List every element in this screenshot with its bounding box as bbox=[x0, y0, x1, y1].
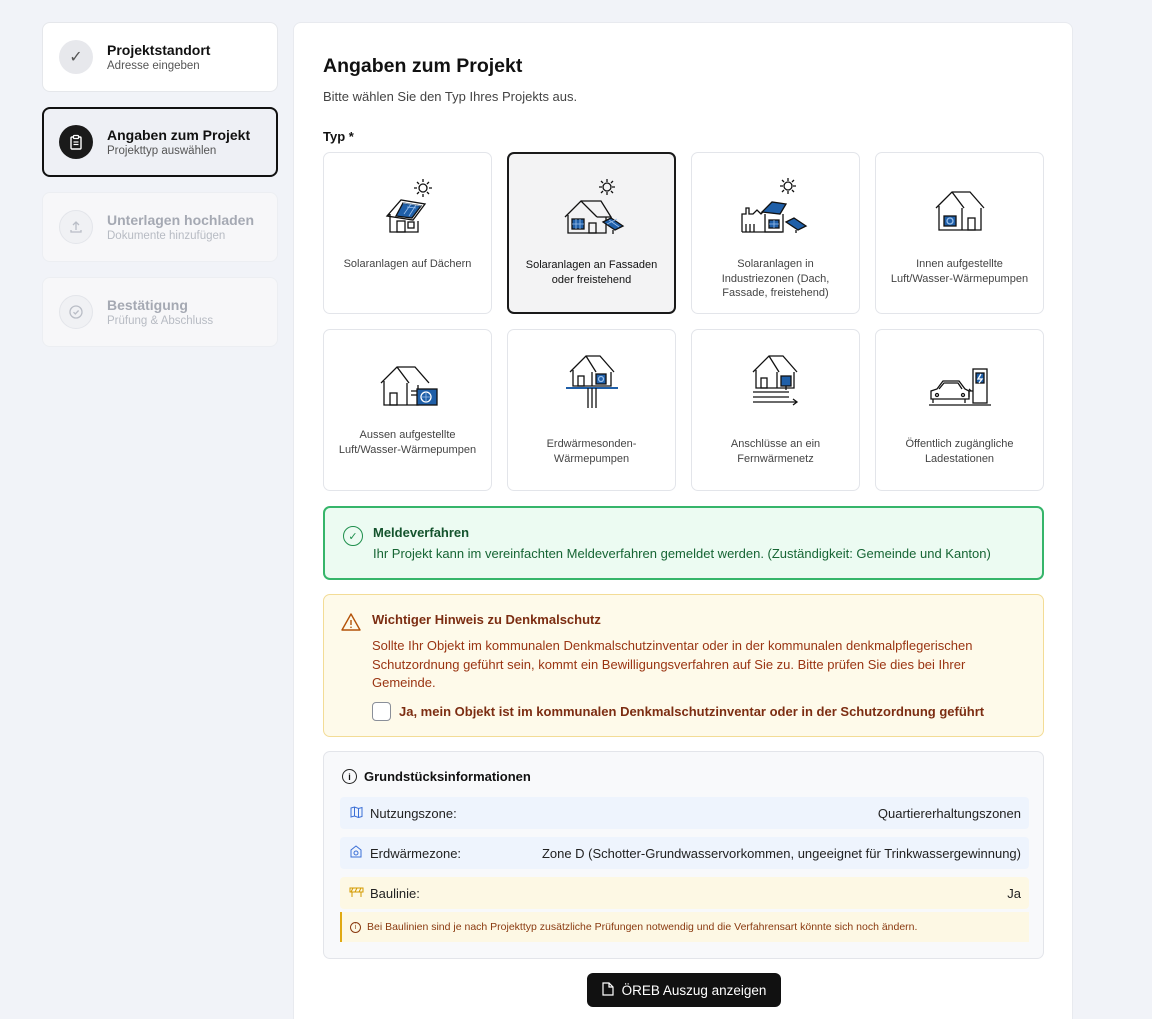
row-erdwaermezone bbox=[340, 837, 1029, 869]
warning-triangle-icon bbox=[340, 612, 362, 637]
ev-charging-icon bbox=[876, 352, 1043, 418]
check-icon: ✓ bbox=[59, 40, 93, 74]
row-baulinie bbox=[340, 877, 1029, 909]
card-ev-charging[interactable] bbox=[875, 329, 1044, 491]
alert-body: Ihr Projekt kann im vereinfachten Meldeverfahren gemeldet werden. (Zuständigkeit: Gemeinde und Kanton) bbox=[373, 546, 991, 561]
card-solar-facade[interactable] bbox=[507, 152, 676, 314]
card-label: Solaranlagen auf Dächern bbox=[343, 258, 472, 270]
card-label: Erdwärmesonden-Wärmepumpen bbox=[546, 438, 637, 465]
indoor-heatpump-icon bbox=[876, 175, 1043, 241]
card-indoor-heatpump[interactable] bbox=[875, 152, 1044, 314]
baulinie-note bbox=[340, 912, 1029, 942]
card-label: Solaranlagen an Fassaden oder freistehend bbox=[525, 259, 658, 286]
oereb-auszug-button[interactable] bbox=[587, 973, 781, 1007]
clipboard-icon bbox=[59, 125, 93, 159]
row-value: Quartiererhaltungszonen bbox=[877, 805, 1021, 821]
facade-solar-icon bbox=[509, 176, 674, 242]
card-label: Öffentlich zugängliche Ladestationen bbox=[905, 438, 1014, 465]
step-subtitle: Prüfung & Abschluss bbox=[107, 315, 214, 327]
row-nutzungszone bbox=[340, 797, 1029, 829]
alert-title: Meldeverfahren bbox=[373, 525, 470, 540]
row-value: Zone D (Schotter-Grundwasservorkommen, ungeeignet für Trinkwassergewinnung) bbox=[541, 845, 1021, 861]
row-label: Erdwärmezone: bbox=[370, 845, 462, 861]
step-subtitle: Dokumente hinzufügen bbox=[107, 230, 226, 242]
info-icon: i bbox=[350, 922, 361, 933]
step-title: Unterlagen hochladen bbox=[107, 212, 255, 228]
upload-icon bbox=[59, 210, 93, 244]
property-info-title: Grundstücksinformationen bbox=[364, 769, 531, 784]
card-outdoor-heatpump[interactable] bbox=[323, 329, 492, 491]
card-label: Innen aufgestellte Luft/Wasser-Wärmepumpen bbox=[890, 258, 1029, 285]
note-text: Bei Baulinien sind je nach Projekttyp zusätzliche Prüfungen notwendig und die Verfahrensart könnte sich noch ändern. bbox=[367, 921, 918, 933]
denkmalschutz-checkbox-label[interactable]: Ja, mein Objekt ist im kommunalen Denkmalschutzinventar oder in der Schutzordnung geführt bbox=[399, 704, 985, 719]
barrier-icon bbox=[348, 886, 364, 901]
type-label: Typ * bbox=[323, 129, 354, 144]
geothermal-zone-icon bbox=[348, 845, 364, 861]
step-subtitle: Projekttyp auswählen bbox=[107, 145, 217, 157]
roof-solar-icon bbox=[324, 175, 491, 241]
card-geothermal[interactable] bbox=[507, 329, 676, 491]
card-label: Anschlüsse an ein Fernwärmenetz bbox=[730, 438, 821, 465]
geothermal-icon bbox=[508, 350, 675, 416]
check-circle-icon: ✓ bbox=[343, 526, 363, 546]
row-value: Ja bbox=[1007, 885, 1021, 901]
card-label: Solaranlagen in Industriezonen (Dach, Fassade, freistehend) bbox=[721, 258, 830, 299]
step-unterlagen-hochladen bbox=[42, 192, 278, 262]
meldeverfahren-alert bbox=[323, 506, 1044, 580]
outdoor-heatpump-icon bbox=[324, 352, 491, 418]
stepper bbox=[42, 22, 278, 362]
industrial-solar-icon bbox=[692, 175, 859, 241]
document-icon bbox=[602, 982, 614, 999]
button-label: ÖREB Auszug anzeigen bbox=[621, 982, 767, 998]
warning-title: Wichtiger Hinweis zu Denkmalschutz bbox=[372, 612, 601, 627]
step-bestaetigung bbox=[42, 277, 278, 347]
map-icon bbox=[348, 806, 364, 821]
card-label: Aussen aufgestellte Luft/Wasser-Wärmepumpen bbox=[338, 429, 477, 456]
page-subtitle: Bitte wählen Sie den Typ Ihres Projekts aus. bbox=[323, 89, 578, 104]
property-info-header bbox=[342, 769, 531, 784]
step-angaben-zum-projekt[interactable] bbox=[42, 107, 278, 177]
step-projektstandort[interactable] bbox=[42, 22, 278, 92]
row-label: Baulinie: bbox=[370, 885, 420, 901]
card-solar-industrial[interactable] bbox=[691, 152, 860, 314]
denkmalschutz-checkbox[interactable] bbox=[372, 702, 391, 721]
row-label: Nutzungszone: bbox=[370, 805, 457, 821]
denkmalschutz-warning bbox=[323, 594, 1044, 737]
warning-body: Sollte Ihr Objekt im kommunalen Denkmalschutzinventar oder in der kommunalen denkmalpflegerischen Schutzordnung geführt sein, kommt ein Bewilligungsverfahren auf Sie zu. Bitte prüfen Sie dies bei Ihrer Gemeinde. bbox=[372, 638, 973, 690]
info-icon: i bbox=[342, 769, 357, 784]
page-title: Angaben zum Projekt bbox=[323, 55, 523, 77]
main-panel bbox=[293, 22, 1073, 1019]
property-info-panel bbox=[323, 751, 1044, 959]
district-heating-icon bbox=[692, 350, 859, 416]
card-district-heating[interactable] bbox=[691, 329, 860, 491]
step-title: Projektstandort bbox=[107, 42, 211, 58]
step-subtitle: Adresse eingeben bbox=[107, 60, 200, 72]
card-solar-roof[interactable] bbox=[323, 152, 492, 314]
check-circle-icon bbox=[59, 295, 93, 329]
step-title: Angaben zum Projekt bbox=[107, 127, 251, 143]
step-title: Bestätigung bbox=[107, 297, 188, 313]
